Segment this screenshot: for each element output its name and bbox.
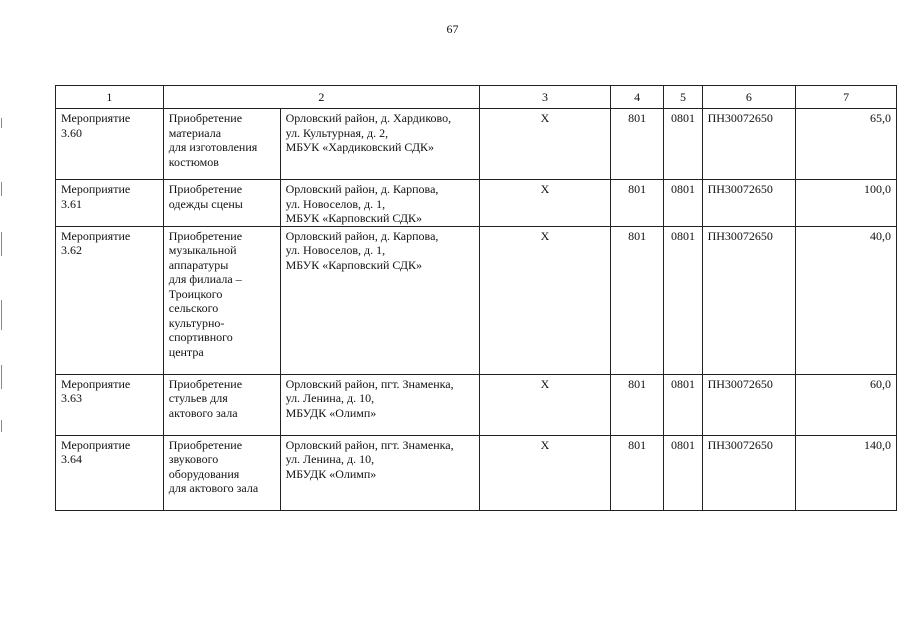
address-cell-line: МБУК «Карповский СДК» [285, 257, 423, 272]
table-row [56, 226, 897, 374]
address-cell-line: ул. Новоселов, д. 1, [285, 243, 386, 257]
header-col-2: 2 [163, 86, 479, 109]
description-cell-line: аппаратуры [168, 257, 229, 272]
left-margin-scan-marks [0, 0, 4, 640]
measure-cell-line: 3.63 [61, 391, 82, 405]
address-cell-line: ул. Новоселов, д. 1, [285, 196, 386, 211]
address-cell-line: МБУДК «Олимп» [285, 466, 377, 481]
header-col-4: 4 [610, 86, 663, 109]
scan-mark [1, 182, 2, 196]
description-cell-line: Приобретение [168, 182, 243, 196]
code-x-cell: Х [480, 435, 611, 510]
description-cell-line: Приобретение [168, 437, 243, 452]
target-code-cell: ПН30072650 [702, 109, 796, 180]
budget-measures-table [55, 85, 897, 511]
description-cell-line: стульев для [168, 391, 228, 405]
table-row [56, 180, 897, 227]
measure-cell-line: Мероприятие [61, 111, 131, 125]
address-cell [280, 109, 479, 180]
measure-cell-line: Мероприятие [61, 182, 131, 196]
scan-mark [1, 420, 2, 432]
description-cell-line: костюмов [168, 154, 219, 169]
description-cell [163, 180, 280, 227]
address-cell-line: ул. Культурная, д. 2, [285, 125, 389, 140]
measure-cell-line: Мероприятие [61, 228, 131, 243]
measure-cell [56, 180, 164, 227]
scan-mark [1, 365, 2, 389]
code-x-cell: Х [480, 226, 611, 374]
table-row [56, 435, 897, 510]
description-cell-line: центра [168, 344, 204, 359]
page-number: 67 [446, 22, 459, 36]
target-code-cell: ПН30072650 [702, 180, 796, 227]
target-code-cell: ПН30072650 [702, 374, 796, 435]
section-code-cell: 0801 [664, 435, 702, 510]
code-801-cell: 801 [610, 226, 663, 374]
address-cell [280, 374, 479, 435]
table-header-row [56, 86, 897, 109]
code-801-cell: 801 [610, 180, 663, 227]
description-cell-line: Приобретение [168, 228, 243, 243]
table-row [56, 109, 897, 180]
description-cell-line: Приобретение [168, 376, 243, 391]
section-code-cell: 0801 [664, 226, 702, 374]
description-cell-line: сельского [168, 301, 219, 315]
description-cell [163, 374, 280, 435]
amount-cell: 60,0 [796, 374, 897, 435]
section-code-cell: 0801 [664, 180, 702, 227]
code-x-cell: Х [480, 180, 611, 227]
code-801-cell: 801 [610, 109, 663, 180]
measure-cell [56, 435, 164, 510]
scan-mark [1, 232, 2, 256]
address-cell-line: Орловский район, пгт. Знаменка, [285, 376, 454, 391]
table-row [56, 374, 897, 435]
header-col-5: 5 [664, 86, 702, 109]
measure-cell-line: Мероприятие [61, 437, 131, 452]
description-cell [163, 435, 280, 510]
header-col-3: 3 [480, 86, 611, 109]
code-x-cell: Х [480, 109, 611, 180]
measure-cell-line: 3.64 [61, 452, 82, 466]
code-801-cell: 801 [610, 374, 663, 435]
target-code-cell: ПН30072650 [702, 226, 796, 374]
description-cell [163, 226, 280, 374]
address-cell [280, 226, 479, 374]
description-cell-line: звукового [168, 452, 219, 466]
measure-cell [56, 109, 164, 180]
description-cell-line: для изготовления [168, 140, 258, 154]
measure-cell [56, 374, 164, 435]
address-cell-line: ул. Ленина, д. 10, [285, 452, 375, 466]
amount-cell: 40,0 [796, 226, 897, 374]
description-cell-line: оборудования [168, 466, 240, 481]
address-cell-line: Орловский район, пгт. Знаменка, [285, 437, 454, 452]
amount-cell: 65,0 [796, 109, 897, 180]
description-cell-line: Приобретение [168, 111, 243, 125]
description-cell-line: для филиала – [168, 272, 242, 286]
measure-cell-line: 3.62 [61, 243, 82, 257]
measure-cell-line: Мероприятие [61, 376, 131, 391]
section-code-cell: 0801 [664, 374, 702, 435]
header-col-7: 7 [796, 86, 897, 109]
section-code-cell: 0801 [664, 109, 702, 180]
address-cell-line: Орловский район, д. Карпова, [285, 182, 439, 196]
description-cell-line: спортивного [168, 330, 233, 344]
amount-cell: 140,0 [796, 435, 897, 510]
description-cell-line: материала [168, 125, 222, 140]
header-col-1: 1 [56, 86, 164, 109]
scan-mark [1, 118, 2, 128]
address-cell-line: МБУК «Карповский СДК» [285, 211, 423, 225]
description-cell-line: культурно- [168, 315, 225, 330]
address-cell-line: МБУДК «Олимп» [285, 405, 377, 420]
description-cell-line: одежды сцены [168, 196, 243, 211]
measure-cell-line: 3.61 [61, 196, 82, 211]
address-cell-line: ул. Ленина, д. 10, [285, 391, 375, 405]
measure-cell [56, 226, 164, 374]
address-cell-line: Орловский район, д. Хардиково, [285, 111, 452, 125]
measure-cell-line: 3.60 [61, 125, 82, 140]
scan-mark [1, 300, 2, 330]
address-cell-line: МБУК «Хардиковский СДК» [285, 140, 435, 154]
header-col-6: 6 [702, 86, 796, 109]
address-cell [280, 435, 479, 510]
target-code-cell: ПН30072650 [702, 435, 796, 510]
description-cell [163, 109, 280, 180]
description-cell-line: музыкальной [168, 243, 237, 257]
code-801-cell: 801 [610, 435, 663, 510]
address-cell [280, 180, 479, 227]
code-x-cell: Х [480, 374, 611, 435]
description-cell-line: актового зала [168, 405, 238, 420]
address-cell-line: Орловский район, д. Карпова, [285, 228, 439, 243]
amount-cell: 100,0 [796, 180, 897, 227]
description-cell-line: для актового зала [168, 481, 259, 495]
description-cell-line: Троицкого [168, 286, 223, 301]
